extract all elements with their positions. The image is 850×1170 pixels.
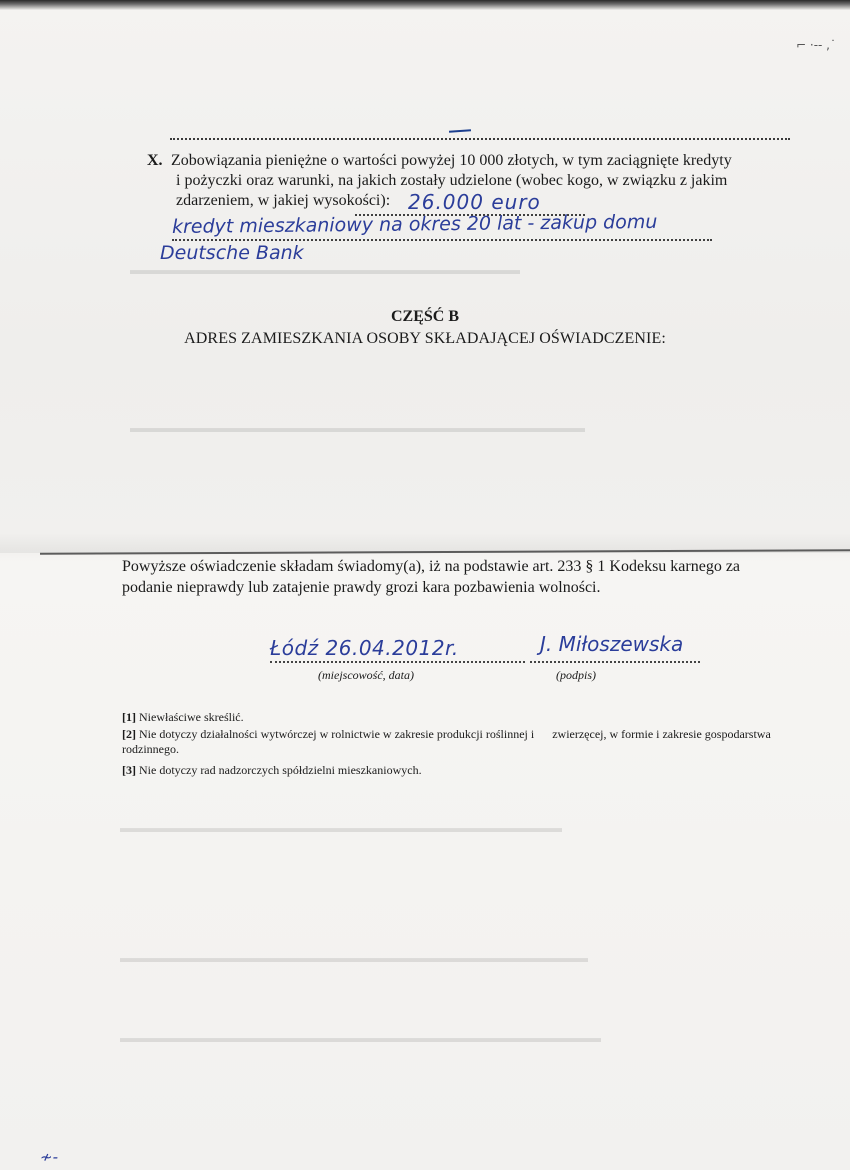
place-date-caption: (miejscowość, data) bbox=[318, 668, 414, 682]
footnote-marker: [3] bbox=[122, 763, 136, 777]
footnote-marker: [2] bbox=[122, 727, 136, 741]
section-x-line2: i pożyczki oraz warunki, na jakich zostały udzielone (wobec kogo, w związku z jakim bbox=[176, 172, 728, 189]
section-x-line1: Zobowiązania pieniężne o wartości powyżej 10 000 złotych, w tym zaciągnięte kredyty bbox=[171, 152, 732, 169]
footnote-1 bbox=[122, 710, 812, 725]
answer-dotted-line bbox=[172, 239, 712, 241]
signature-dotted-line bbox=[530, 661, 700, 663]
bleed-through-mark: ▬▬▬▬▬▬▬▬▬▬▬▬▬▬▬▬▬▬▬▬▬▬▬▬▬▬▬▬▬▬ bbox=[130, 262, 520, 277]
corner-scribble: ⌐ ·‑‑ ,˙ bbox=[796, 38, 836, 52]
footnote-text: Nie dotyczy działalności wytwórczej w rolnictwie w zakresie produkcji roślinnej i zwierzęcej, w formie i zakresie gospodarstwa rodzinnego. bbox=[122, 727, 774, 756]
part-b-title: CZĘŚĆ B bbox=[390, 308, 460, 325]
place-date-dotted-line bbox=[270, 661, 525, 663]
bleed-through-mark: ▬▬▬▬▬▬▬▬▬▬▬▬▬▬▬▬▬▬▬▬▬▬▬▬▬▬▬▬▬▬▬▬▬▬ bbox=[120, 820, 562, 835]
handwritten-loan-description: kredyt mieszkaniowy na okres 20 lat - zakup domu bbox=[171, 210, 658, 238]
handwritten-amount: 26.000 euro bbox=[408, 190, 541, 214]
scan-top-edge bbox=[0, 0, 850, 10]
footnote-text: Niewłaściwe skreślić. bbox=[139, 710, 244, 724]
section-x-number: X. bbox=[147, 152, 163, 169]
part-b-address-heading: ADRES ZAMIESZKANIA OSOBY SKŁADAJĄCEJ OŚWIADCZENIE: bbox=[184, 330, 666, 347]
handwritten-bank-name: Deutsche Bank bbox=[160, 242, 304, 264]
dotted-separator bbox=[170, 138, 790, 140]
footnote-3 bbox=[122, 763, 812, 778]
section-x-line3: zdarzeniem, w jakiej wysokości): bbox=[176, 192, 391, 209]
footnotes bbox=[122, 710, 812, 784]
bleed-through-mark: ▬▬▬▬▬▬▬▬▬▬▬▬▬▬▬▬▬▬▬▬▬▬▬▬▬▬▬▬▬▬▬▬▬▬▬▬ bbox=[120, 950, 588, 965]
handwritten-signature: J. Miłoszewska bbox=[540, 632, 684, 656]
footnote-2 bbox=[122, 727, 812, 757]
footnote-marker: [1] bbox=[122, 710, 136, 724]
handwritten-place-date: Łódź 26.04.2012r. bbox=[270, 636, 459, 660]
footnote-text: Nie dotyczy rad nadzorczych spółdzielni mieszkaniowych. bbox=[139, 763, 422, 777]
initials-scribble: ≁‑ bbox=[40, 1148, 58, 1166]
declaration-statement: Powyższe oświadczenie składam świadomy(a), iż na podstawie art. 233 § 1 Kodeksu karnego za podanie nieprawdy lub zatajenie prawdy grozi kara pozbawienia wolności. bbox=[122, 558, 741, 596]
signature-caption: (podpis) bbox=[556, 668, 596, 682]
bleed-through-mark: ▬▬▬▬▬▬▬▬▬▬▬▬▬▬▬▬▬▬▬▬▬▬▬▬▬▬▬▬▬▬▬▬▬▬▬ bbox=[130, 420, 585, 435]
bleed-through-mark: ▬▬▬▬▬▬▬▬▬▬▬▬▬▬▬▬▬▬▬▬▬▬▬▬▬▬▬▬▬▬▬▬▬▬▬▬▬ bbox=[120, 1030, 601, 1045]
